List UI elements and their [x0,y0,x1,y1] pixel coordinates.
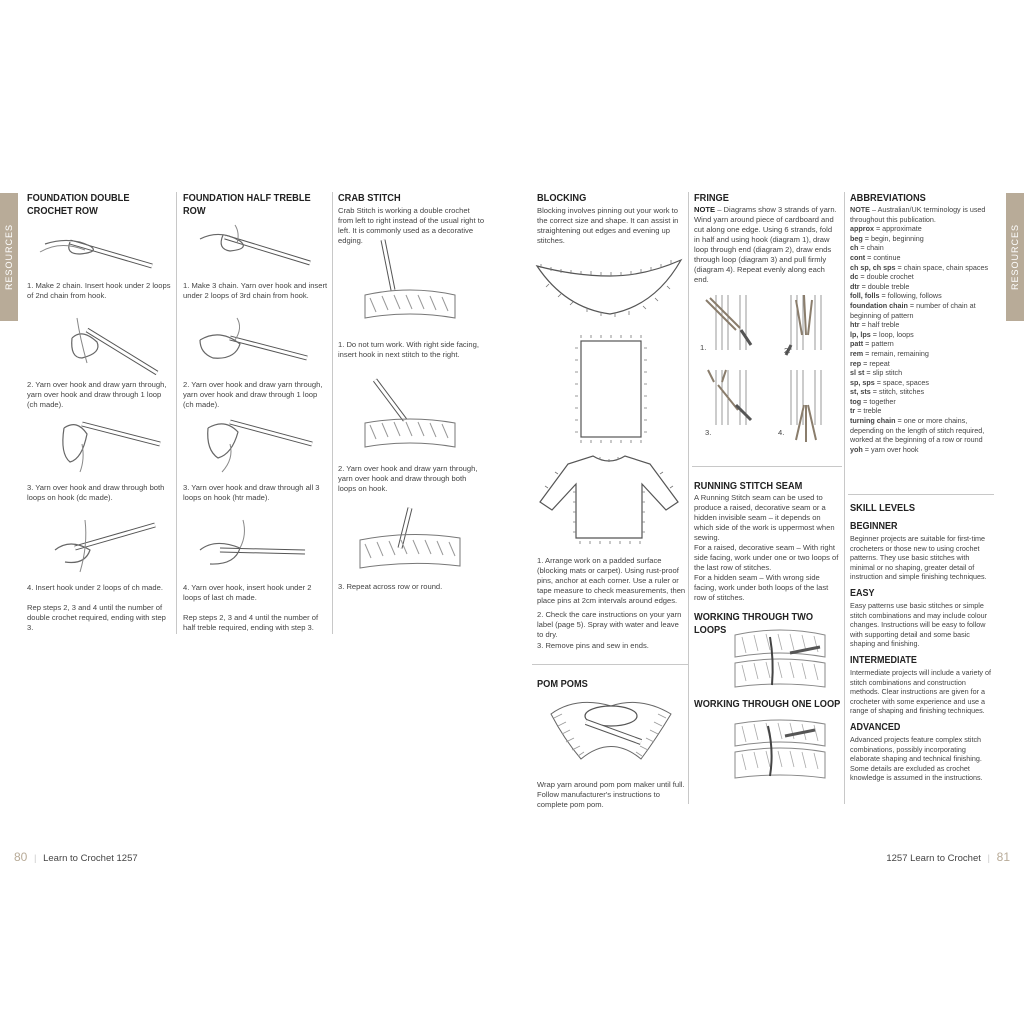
section-title: FRINGE [694,192,729,204]
step-text: 3. Yarn over hook and draw through both loops on hook (dc made). [27,483,165,502]
abbreviation-value: = remain, remaining [863,348,929,358]
step-text: 4. Insert hook under 2 loops of ch made. [27,583,163,592]
foundation-dc-section [27,192,167,218]
running-p2: For a raised, decorative seam – With right side facing, work under one or two loops of the last row of stitches. [694,543,839,572]
abbreviation-value: = double crochet [858,272,914,282]
skill-level-name: INTERMEDIATE [850,654,917,666]
skill-level-text: Intermediate projects will include a variety of stitch combinations and construction methods. Clear instructions are given for a crocheter with some experience and use a range of shaping and finishing techniques. [850,667,992,716]
footer-title: 1257 Learn to Crochet [886,853,981,864]
abbreviation-key: yoh [850,444,863,454]
fringe-section [694,192,840,285]
footer-left: 80 | Learn to Crochet 1257 [14,850,138,864]
abbreviation-item [850,263,995,273]
pompom-maker-illustration [546,694,676,774]
abbreviation-item [850,339,995,349]
hook-illustration [40,232,160,272]
running-stitch-section [694,480,840,603]
abbreviation-key: foll, folls [850,291,880,301]
blocking-section [537,192,683,246]
foundation-htr-section [183,192,323,218]
abbreviation-key: tr [850,406,856,416]
abbreviation-value: = chain space, chain spaces [895,262,989,272]
abbreviations-section [850,192,995,454]
section-title: WORKING THROUGH ONE LOOP [694,698,841,710]
abbreviation-key: tog [850,396,862,406]
page-number: 81 [996,850,1010,864]
abbreviation-item [850,301,995,320]
footer-title: Learn to Crochet 1257 [43,853,138,864]
step-text: 3. Repeat across row or round. [338,582,443,591]
abbreviation-value: = continue [865,252,901,262]
skill-level-name: EASY [850,587,875,599]
section-intro: Crab Stitch is working a double crochet from left to right instead of the usual right to left. It is commonly used as a decorative edging. [338,206,485,245]
abbreviation-item [850,445,995,455]
hook-illustration [62,318,162,378]
step-text: 2. Yarn over hook and draw yarn through, yarn over hook and draw through both loops on hook. [338,464,478,493]
pompoms-text: Wrap yarn around pom pom maker until full. Follow manufacturer's instructions to complete pom pom. [537,780,685,809]
abbreviation-key: turning chain [850,416,896,426]
step-text: 1. Make 2 chain. Insert hook under 2 loops of 2nd chain from hook. [27,281,171,300]
abbreviation-item [850,272,995,282]
abbreviation-key: sp, sps [850,377,875,387]
step-note: Rep steps 2, 3 and 4 until the number of double crochet required, ending with step 3. [27,603,166,632]
skill-level-text: Advanced projects feature complex stitch combinations, possibly incorporating elaborate shaping and technical finishing. Some details are excluded as crochet knowledge is assumed in the instructions. [850,734,983,783]
diagram-label: 2. [784,346,791,355]
note-label: NOTE [694,205,716,214]
abbreviation-item [850,282,995,292]
abbreviation-value: = together [861,396,896,406]
one-loop-section [694,698,844,711]
abbreviation-value: = stitch, stitches [870,387,925,397]
abbreviation-item [850,387,995,397]
abbreviation-item [850,234,995,244]
running-p3: For a hidden seam – With wrong side facing, work under both loops of the last row of stitches. [694,573,829,602]
crab-stitch-illustration [355,240,465,325]
hook-illustration [50,520,160,575]
side-tab-label: RESOURCES [1010,223,1020,291]
note-label: NOTE [850,205,870,214]
step-text: 4. Yarn over hook, insert hook under 2 loops of last ch made. [183,583,312,602]
diagram-label: 1. [700,343,707,352]
abbreviation-key: foundation chain [850,300,908,310]
abbreviation-value: = double treble [859,281,910,291]
section-title: SKILL LEVELS [850,502,916,514]
step-text: 1. Arrange work on a padded surface (blocking mats or carpet). Using rust-proof pins, anchor at each corner. Use a ruler or tape measure to check measurements, then place pins at 2cm intervals around edges. [537,556,686,605]
abbreviation-value: = chain [858,243,884,253]
abbreviation-item [850,253,995,263]
crab-stitch-section [338,192,486,246]
step-text: 2. Check the care instructions on your yarn label (page 5). Spray with water and leave to dry. [537,610,682,639]
divider [844,192,845,804]
abbreviation-key: dc [850,272,859,282]
divider [688,192,689,804]
abbreviation-key: ch [850,243,859,253]
section-title: FOUNDATION DOUBLE CROCHET ROW [27,192,130,217]
fringe-diagrams [696,290,836,445]
divider [848,494,994,495]
crab-stitch-illustration [355,375,465,455]
divider [176,192,177,634]
one-loop-illustration [730,716,830,786]
divider [532,664,688,665]
abbreviation-key: st, sts [850,387,871,397]
hook-illustration [195,520,310,575]
section-intro: Blocking involves pinning out your work to the correct size and shape. It can assist in straightening out edges and evening up stitches. [537,206,679,245]
abbreviation-item [850,359,995,369]
step-text: 3. Remove pins and sew in ends. [537,641,649,650]
sweater-blocking-diagram [538,452,680,542]
section-title: ABBREVIATIONS [850,192,926,204]
skill-level-name: ADVANCED [850,721,901,733]
abbreviation-value: = yarn over hook [862,444,919,454]
abbreviation-item [850,406,995,416]
abbreviation-item [850,243,995,253]
fringe-text: – Diagrams show 3 strands of yarn. Wind yarn around piece of cardboard and cut along one edge. Using 6 strands, fold in half and using hook (diagram 1), draw loop through end (diagram 2), draw ends through loop (diagram 3) and pull firmly (diagram 4). Repeat evenly along each end. [694,205,837,284]
diagram-label: 4. [778,428,785,437]
skill-level-text: Easy patterns use basic stitches or simple stitch combinations and may include colour changes. Instructions will be easy to follow with supporting detail and some basic shaping and finishing. [850,600,988,649]
abbreviation-item [850,330,995,340]
hook-illustration [195,318,310,373]
abbreviation-key: patt [850,339,864,349]
abbreviation-key: ch sp, ch sps [850,262,896,272]
abbreviation-value: = number of chain at beginning of pattern [850,300,976,320]
two-loops-illustration [730,625,830,695]
abbreviation-list [850,224,995,454]
abbreviations-note: – Australian/UK terminology is used throughout this publication. [850,205,986,224]
section-title: FOUNDATION HALF TREBLE ROW [183,192,311,217]
abbreviation-key: rem [850,348,864,358]
skill-level-text: Beginner projects are suitable for first-time crocheters or those new to using crochet patterns. They use basic stitches with minimal or no shaping, greater detail of instruction and simple finishing techniques. [850,534,987,582]
abbreviation-item [850,224,995,234]
step-text: 2. Yarn over hook and draw yarn through, yarn over hook and draw through 1 loop (ch made). [183,380,323,409]
step-text: 3. Yarn over hook and draw through all 3 loops on hook (htr made). [183,483,320,502]
divider [692,466,842,467]
abbreviation-key: cont [850,252,866,262]
footer-right: 1257 Learn to Crochet | 81 [886,850,1010,864]
abbreviation-item [850,416,995,445]
abbreviation-key: htr [850,320,860,330]
abbreviation-item [850,397,995,407]
side-tab-left [0,193,18,321]
side-tab-label: RESOURCES [4,223,14,291]
abbreviation-key: lp, lps [850,329,871,339]
abbreviation-value: = one or more chains, depending on the length of stitch required, worked at the beginning of a row or round [850,416,985,445]
abbreviation-value: = space, spaces [874,377,929,387]
page-number: 80 [14,850,28,864]
crab-stitch-illustration [355,508,465,573]
abbreviation-key: sl st [850,368,865,378]
diagram-label: 3. [705,428,712,437]
shawl-blocking-diagram [535,256,685,320]
step-note: Rep steps 2, 3 and 4 until the number of half treble required, ending with step 3. [183,613,319,632]
hook-illustration [195,225,315,270]
skill-levels-section [850,502,995,783]
side-tab-right [1006,193,1024,321]
abbreviation-value: = treble [855,406,882,416]
abbreviation-item [850,320,995,330]
abbreviation-key: dtr [850,281,860,291]
square-blocking-diagram [578,338,644,440]
hook-illustration [200,414,315,474]
section-title: CRAB STITCH [338,192,401,204]
abbreviation-value: = half treble [859,320,900,330]
abbreviation-item [850,349,995,359]
pompoms-section [537,678,683,691]
abbreviation-value: = loop, loops [870,329,914,339]
abbreviation-item [850,368,995,378]
step-text: 1. Make 3 chain. Yarn over hook and insert under 2 loops of 3rd chain from hook. [183,281,328,300]
abbreviation-item [850,291,995,301]
abbreviation-item [850,378,995,388]
abbreviation-value: = pattern [863,339,894,349]
skill-level-list [850,521,995,783]
abbreviation-key: beg [850,233,863,243]
abbreviation-value: = begin, beginning [862,233,924,243]
step-text: 1. Do not turn work. With right side facing, insert hook in next stitch to the right. [338,340,479,359]
abbreviation-value: = following, follows [879,291,942,301]
skill-level-name: BEGINNER [850,521,898,532]
abbreviation-value: = slip stitch [864,368,903,378]
hook-illustration [52,414,162,474]
section-title: POM POMS [537,678,588,690]
section-title: WORKING THROUGH TWO LOOPS [694,611,814,636]
divider [332,192,333,634]
step-text: 2. Yarn over hook and draw yarn through, yarn over hook and draw through 1 loop (ch made). [27,380,167,409]
abbreviation-key: approx [850,224,874,234]
running-p1: A Running Stitch seam can be used to produce a raised, decorative seam or a hidden invisible seam – it depends on which side of the work is uppermost when sewing. [694,493,835,542]
section-title: RUNNING STITCH SEAM [694,480,803,492]
section-title: BLOCKING [537,192,587,204]
abbreviation-key: rep [850,358,862,368]
abbreviation-value: = approximate [873,224,922,234]
abbreviation-value: = repeat [861,358,890,368]
